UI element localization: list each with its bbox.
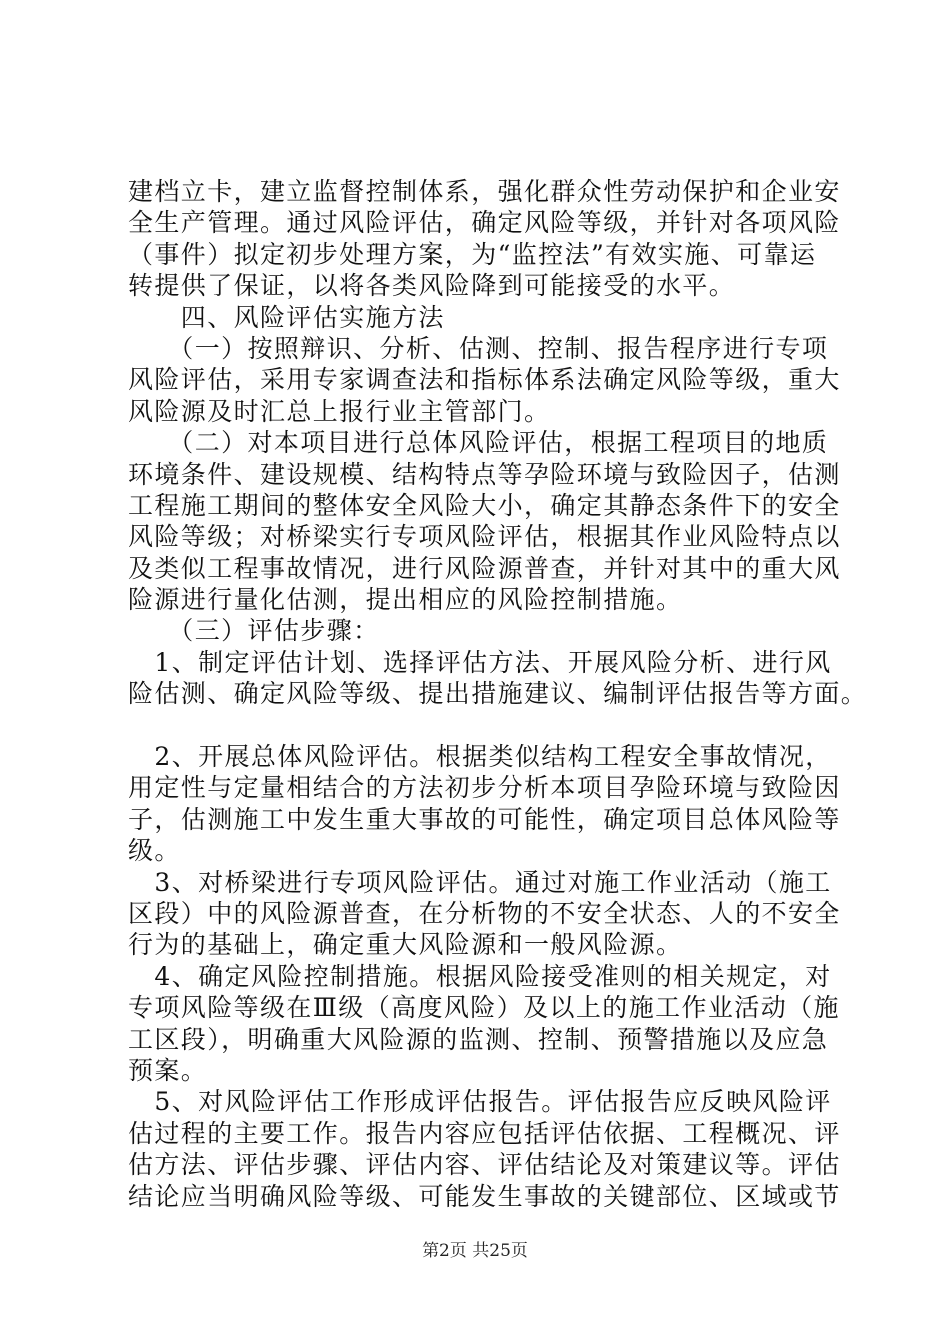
text-line: 建档立卡，建立监督控制体系，强化群众性劳动保护和企业安 <box>128 177 841 206</box>
text-line: 估过程的主要工作。报告内容应包括评估依据、工程概况、评 <box>128 1118 841 1148</box>
text-line: 预案。 <box>128 1055 208 1085</box>
text-line: 子，估测施工中发生重大事故的可能性，确定项目总体风险等 <box>128 804 841 834</box>
text-line: 转提供了保证，以将各类风险降到可能接受的水平。 <box>128 271 736 301</box>
text-line: 环境条件、建设规模、结构特点等孕险环境与致险因子，估测 <box>128 459 841 489</box>
text-line: 用定性与定量相结合的方法初步分析本项目孕险环境与致险因 <box>128 773 841 803</box>
sub-heading: （三）评估步骤： <box>128 616 380 646</box>
blank-line <box>128 710 828 741</box>
text-line: 险源进行量化估测，提出相应的风险控制措施。 <box>128 585 683 615</box>
text-line: 2、开展总体风险评估。根据类似结构工程安全事故情况， <box>128 742 832 772</box>
text-line: 风险评估，采用专家调查法和指标体系法确定风险等级，重大 <box>128 365 841 395</box>
text-line: （一）按照辩识、分析、估测、控制、报告程序进行专项 <box>128 333 829 363</box>
text-line: 5、对风险评估工作形成评估报告。评估报告应反映风险评 <box>128 1087 832 1117</box>
text-line: 专项风险等级在Ⅲ级（高度风险）及以上的施工作业活动（施 <box>128 993 840 1023</box>
text-line: 及类似工程事故情况，进行风险源普查，并针对其中的重大风 <box>128 553 841 583</box>
document-body <box>128 176 868 1212</box>
text-line: （事件）拟定初步处理方案，为“监控法”有效实施、可靠运 <box>128 239 817 269</box>
section-heading: 四、风险评估实施方法 <box>128 302 445 332</box>
text-line: 工区段），明确重大风险源的监测、控制、预警措施以及应急 <box>128 1024 829 1054</box>
text-line: 3、对桥梁进行专项风险评估。通过对施工作业活动（施工 <box>128 867 832 897</box>
text-line: 估方法、评估步骤、评估内容、评估结论及对策建议等。评估 <box>128 1150 841 1180</box>
text-line: 行为的基础上，确定重大风险源和一般风险源。 <box>128 930 683 960</box>
text-line: （二）对本项目进行总体风险评估，根据工程项目的地质 <box>128 428 829 458</box>
text-line: 风险等级；对桥梁实行专项风险评估，根据其作业风险特点以 <box>128 522 841 552</box>
text-line: 风险源及时汇总上报行业主管部门。 <box>128 396 551 426</box>
page-footer: 第2页 共25页 <box>422 1241 528 1261</box>
text-line: 结论应当明确风险等级、可能发生事故的关键部位、区域或节 <box>128 1181 841 1211</box>
text-line: 全生产管理。通过风险评估，确定风险等级，并针对各项风险 <box>128 208 841 238</box>
text-line: 级。 <box>128 836 181 866</box>
text-line: 险估测、确定风险等级、提出措施建议、编制评估报告等方面。 <box>128 679 868 709</box>
text-line: 区段）中的风险源普查，在分析物的不安全状态、人的不安全 <box>128 898 841 928</box>
text-line: 1、制定评估计划、选择评估方法、开展风险分析、进行风 <box>128 647 832 677</box>
text-line: 4、确定风险控制措施。根据风险接受准则的相关规定，对 <box>128 961 832 991</box>
text-line: 工程施工期间的整体安全风险大小，确定其静态条件下的安全 <box>128 490 841 520</box>
